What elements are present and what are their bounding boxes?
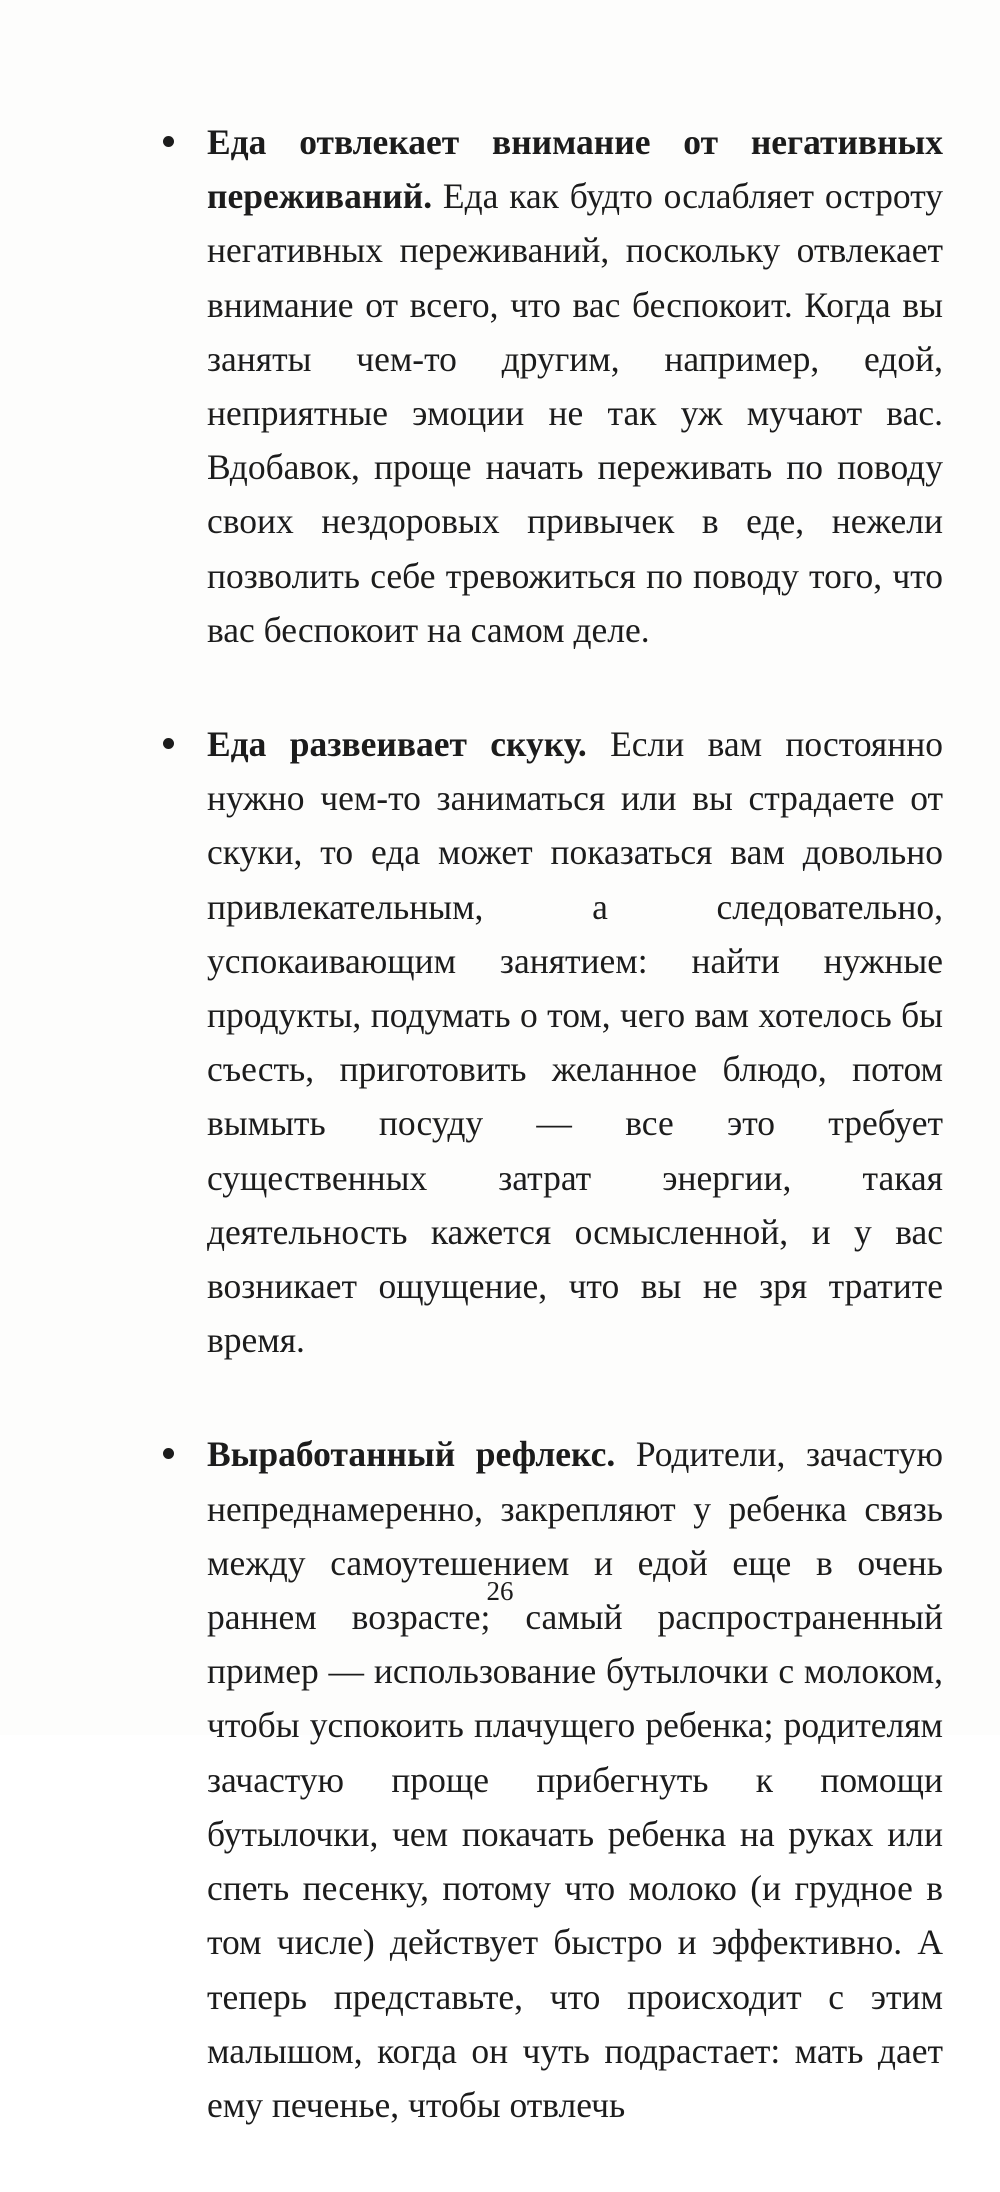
bullet-item-food-distraction [163,115,943,657]
bullet-lead: Еда развеивает скуку. [207,724,587,765]
page-number: 26 [486,1576,514,1606]
bullet-list [163,115,943,2192]
bullet-lead: Выработанный рефлекс. [207,1434,616,1475]
bullet-item-learned-reflex [163,1427,943,2132]
bullet-dot-icon [163,136,174,147]
bullet-item-food-boredom [163,717,943,1367]
bullet-lead: Еда отвлекает внимание от негативных переживаний. [207,122,943,217]
bullet-text: Еда как будто ослабляет остроту негативных переживаний, поскольку отвлекает внимание от всего, что вас беспокоит. Когда вы заняты чем-то другим, например, едой, неприятные эмоции не так уж мучают вас. Вдобавок, проще начать переживать по поводу своих нездоровых привычек в еде, нежели позволить себе тревожиться по поводу того, что вас беспокоит на самом деле. [207,176,943,650]
bullet-dot-icon [163,738,174,749]
bullet-text: Если вам постоянно нужно чем-то заниматься или вы страдаете от скуки, то еда может показаться вам довольно привлекательным, а следовательно, успокаивающим занятием: найти нужные продукты, подумать о том, чего вам хотелось бы съесть, приготовить желанное блюдо, потом вымыть посуду — все это требует существенных затрат энергии, такая деятельность кажется осмысленной, и у вас возникает ощущение, что вы не зря тратите время. [207,724,944,1361]
bullet-text: Родители, зачастую непреднамеренно, закрепляют у ребенка связь между самоутешением и едой еще в очень раннем возрасте; самый распространенный пример — использование бутылочки с молоком, чтобы успокоить плачущего ребенка; родителям зачастую проще прибегнуть к помощи бутылочки, чем покачать ребенка на руках или спеть песенку, потому что молоко (и грудное в том числе) действует быстро и эффективно. А теперь представьте, что происходит с этим малышом, когда он чуть подрастает: мать дает ему печенье, чтобы отвлечь [207,1434,943,2125]
bullet-dot-icon [163,1448,174,1459]
